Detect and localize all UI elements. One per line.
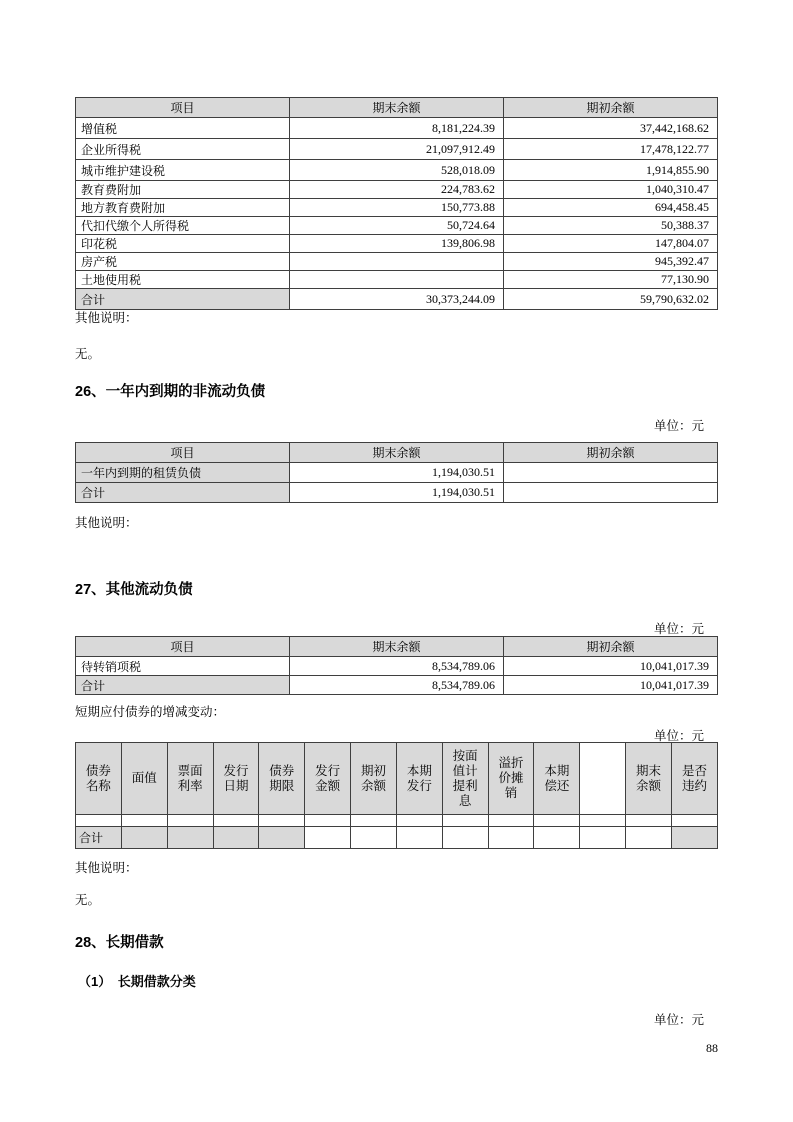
table-row <box>76 118 718 139</box>
table-cell <box>442 815 488 827</box>
table-cell: 694,458.45 <box>504 199 718 217</box>
table-cell: 21,097,912.49 <box>290 139 504 160</box>
table-cell <box>213 827 259 849</box>
table-cell <box>259 815 305 827</box>
table-cell <box>351 815 397 827</box>
column-header: 期初余额 <box>351 743 397 815</box>
table-cell <box>121 827 167 849</box>
table-cell: 合计 <box>76 289 290 310</box>
table-cell: 10,041,017.39 <box>504 676 718 695</box>
total-row <box>76 289 718 310</box>
table-cell: 945,392.47 <box>504 253 718 271</box>
table-cell: 一年内到期的租赁负债 <box>76 463 290 483</box>
table-cell: 1,914,855.90 <box>504 160 718 181</box>
none-text: 无。 <box>75 347 101 361</box>
page-number: 88 <box>706 1041 718 1055</box>
table-cell <box>626 827 672 849</box>
table-cell <box>580 827 626 849</box>
table-cell <box>76 815 122 827</box>
table-cell: 印花税 <box>76 235 290 253</box>
table-cell <box>167 827 213 849</box>
table-cell: 224,783.62 <box>290 181 504 199</box>
table-row <box>76 657 718 676</box>
table-cell: 8,181,224.39 <box>290 118 504 139</box>
other-notes-label: 其他说明： <box>75 861 138 875</box>
table-cell <box>488 815 534 827</box>
table-cell: 30,373,244.09 <box>290 289 504 310</box>
table-cell: 增值税 <box>76 118 290 139</box>
table-cell <box>396 815 442 827</box>
column-header: 面值 <box>121 743 167 815</box>
table-row <box>76 815 718 827</box>
column-header: 期初余额 <box>504 98 718 118</box>
header-row <box>76 98 718 118</box>
unit-label: 单位：元 <box>653 419 704 433</box>
table-cell <box>442 827 488 849</box>
table-row <box>76 253 718 271</box>
header-row <box>76 637 718 657</box>
table-row <box>76 463 718 483</box>
column-header: 是否违约 <box>671 743 717 815</box>
table-cell: 土地使用税 <box>76 271 290 289</box>
section-26-heading: 26、一年内到期的非流动负债 <box>75 384 266 400</box>
header-row <box>76 743 718 815</box>
table-cell: 合计 <box>76 827 122 849</box>
table-cell <box>626 815 672 827</box>
column-header: 票面利率 <box>167 743 213 815</box>
column-header: 项目 <box>76 637 290 657</box>
table-cell <box>305 827 351 849</box>
other-notes-label: 其他说明： <box>75 516 138 530</box>
table-cell: 1,194,030.51 <box>290 483 504 503</box>
column-header: 期末余额 <box>290 637 504 657</box>
table-cell <box>121 815 167 827</box>
table-cell: 企业所得税 <box>76 139 290 160</box>
short-term-bonds-table <box>75 742 718 849</box>
table-cell <box>213 815 259 827</box>
table-cell: 城市维护建设税 <box>76 160 290 181</box>
column-header: 本期偿还 <box>534 743 580 815</box>
table-cell: 教育费附加 <box>76 181 290 199</box>
column-header: 发行日期 <box>213 743 259 815</box>
table-row <box>76 235 718 253</box>
table-cell: 50,724.64 <box>290 217 504 235</box>
column-header: 期末余额 <box>290 443 504 463</box>
table-cell <box>504 483 718 503</box>
table-row <box>76 217 718 235</box>
table-cell: 77,130.90 <box>504 271 718 289</box>
unit-label: 单位：元 <box>653 729 704 743</box>
unit-label: 单位：元 <box>653 1013 704 1027</box>
column-header: 期末余额 <box>626 743 672 815</box>
unit-label: 单位：元 <box>653 622 704 636</box>
table-cell: 8,534,789.06 <box>290 657 504 676</box>
column-header: 期末余额 <box>290 98 504 118</box>
column-header: 项目 <box>76 98 290 118</box>
table-cell <box>671 827 717 849</box>
table-cell <box>488 827 534 849</box>
total-row <box>76 827 718 849</box>
column-header: 按面值计提利息 <box>442 743 488 815</box>
table-row <box>76 271 718 289</box>
header-row <box>76 443 718 463</box>
table-row <box>76 139 718 160</box>
table-cell <box>671 815 717 827</box>
total-row <box>76 483 718 503</box>
table-cell <box>259 827 305 849</box>
table-cell: 17,478,122.77 <box>504 139 718 160</box>
column-header: 债券期限 <box>259 743 305 815</box>
section-27-heading: 27、其他流动负债 <box>75 582 193 598</box>
table-cell <box>290 253 504 271</box>
noncurrent-liabilities-due-table <box>75 442 718 503</box>
table-cell: 10,041,017.39 <box>504 657 718 676</box>
table-cell: 合计 <box>76 483 290 503</box>
table-cell <box>305 815 351 827</box>
table-cell: 59,790,632.02 <box>504 289 718 310</box>
table-cell: 待转销项税 <box>76 657 290 676</box>
column-header: 期初余额 <box>504 443 718 463</box>
table-cell: 8,534,789.06 <box>290 676 504 695</box>
table-cell: 地方教育费附加 <box>76 199 290 217</box>
table-cell <box>167 815 213 827</box>
table-cell <box>580 815 626 827</box>
table-cell: 1,194,030.51 <box>290 463 504 483</box>
table-cell: 1,040,310.47 <box>504 181 718 199</box>
table-cell: 房产税 <box>76 253 290 271</box>
other-current-liabilities-table <box>75 636 718 695</box>
column-header: 溢折价摊销 <box>488 743 534 815</box>
other-notes-label: 其他说明： <box>75 311 138 325</box>
table-cell: 代扣代缴个人所得税 <box>76 217 290 235</box>
table-cell <box>290 271 504 289</box>
column-header: 发行金额 <box>305 743 351 815</box>
table-cell: 50,388.37 <box>504 217 718 235</box>
table-cell <box>396 827 442 849</box>
total-row <box>76 676 718 695</box>
table-row <box>76 181 718 199</box>
taxes-payable-table <box>75 97 718 310</box>
section-28-heading: 28、长期借款 <box>75 935 164 951</box>
table-row <box>76 160 718 181</box>
column-header <box>580 743 626 815</box>
table-cell <box>351 827 397 849</box>
column-header: 期初余额 <box>504 637 718 657</box>
table-cell: 147,804.07 <box>504 235 718 253</box>
table-row <box>76 199 718 217</box>
table-cell <box>534 827 580 849</box>
table-cell: 139,806.98 <box>290 235 504 253</box>
column-header: 债券名称 <box>76 743 122 815</box>
column-header: 本期发行 <box>396 743 442 815</box>
table-cell <box>504 463 718 483</box>
table-cell: 528,018.09 <box>290 160 504 181</box>
table-cell: 150,773.88 <box>290 199 504 217</box>
none-text: 无。 <box>75 893 101 907</box>
section-28-subheading: （1） 长期借款分类 <box>78 974 196 989</box>
table-cell: 37,442,168.62 <box>504 118 718 139</box>
table-cell: 合计 <box>76 676 290 695</box>
bond-change-note: 短期应付债券的增减变动： <box>75 705 226 719</box>
column-header: 项目 <box>76 443 290 463</box>
table-cell <box>534 815 580 827</box>
